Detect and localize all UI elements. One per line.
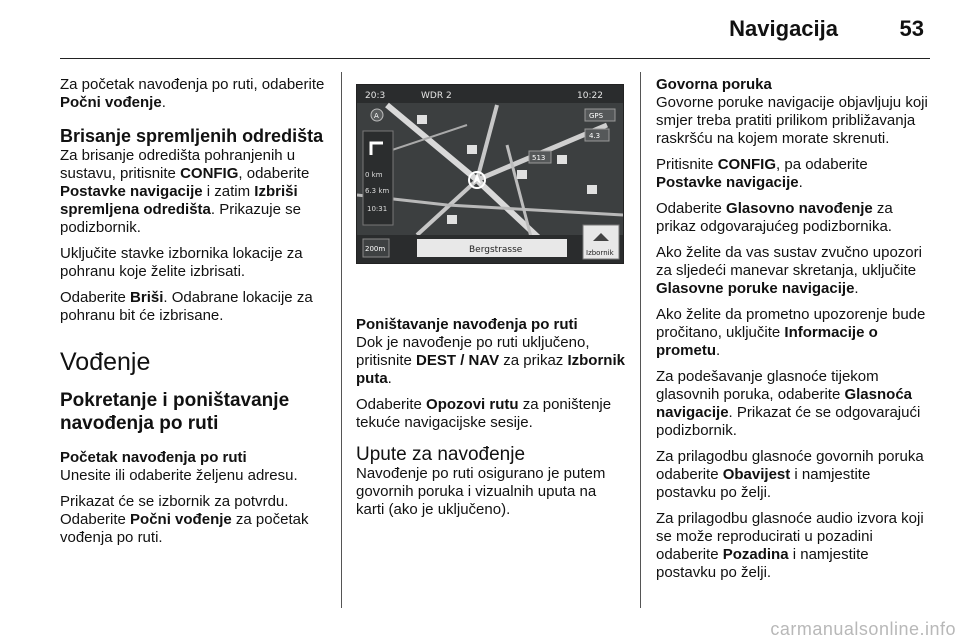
watermark: carmanualsonline.info	[770, 619, 956, 639]
page-header	[60, 0, 930, 59]
map-time-left: 20:3	[365, 91, 386, 101]
map-illustration	[357, 85, 623, 263]
svg-text:A: A	[374, 112, 379, 120]
heading-brisanje: Brisanje spremljenih odredišta	[60, 126, 324, 146]
heading-govorna: Govorna poruka	[656, 76, 772, 93]
paragraph: Unesite ili odaberite željenu adresu.	[60, 467, 298, 484]
section-title: Navigacija	[729, 16, 838, 41]
svg-text:GPS: GPS	[589, 112, 604, 120]
paragraph: Za brisanje odredišta pohranjenih u sustavu, pritisnite CONFIG, odaberite Postavke navigacije i zatim Izbriši spremljena odredišta. Prikazuje se podizbornik.	[60, 147, 310, 236]
paragraph: Odaberite Opozovi rutu za poništenje tekuće navigacijske sesije.	[356, 396, 612, 431]
heading-ponistavanje: Poništavanje navođenja po ruti	[356, 316, 578, 333]
paragraph: Za prilagodbu glasnoće audio izvora koji se može reproducirati u pozadini odaberite Pozadina i namjestite postavku po želji.	[656, 510, 924, 581]
paragraph: Za prilagodbu glasnoće govornih poruka odaberite Obavijest i namjestite postavku po želji.	[656, 448, 924, 501]
map-marker-513: 513	[532, 154, 546, 162]
intro-paragraph: Za početak navođenja po ruti, odaberite Počni vođenje.	[60, 76, 325, 111]
column-left	[60, 76, 332, 555]
column-middle	[356, 76, 626, 527]
paragraph: Dok je navođenje po ruti uključeno, pritisnite DEST / NAV za prikaz Izbornik puta.	[356, 334, 625, 387]
paragraph: Odaberite Glasovno navođenje za prikaz odgovarajućeg podizbornika.	[656, 200, 893, 235]
map-menu-label: Izbornik	[586, 249, 614, 257]
map-time-right: 10:22	[577, 91, 603, 101]
page-number: 53	[899, 16, 924, 41]
heading-pokretanje: Pokretanje i poništavanje navođenja po ruti	[60, 390, 290, 434]
paragraph: Odaberite Briši. Odabrane lokacije za pohranu bit će izbrisane.	[60, 289, 313, 324]
paragraph: Ako želite da prometno upozorenje bude pročitano, uključite Informacije o prometu.	[656, 306, 926, 359]
navigation-map-screenshot	[356, 84, 624, 264]
column-right	[656, 76, 928, 590]
paragraph: Pritisnite CONFIG, pa odaberite Postavke navigacije.	[656, 156, 868, 191]
map-scale: 200m	[365, 245, 386, 253]
heading-pocetak: Početak navođenja po ruti	[60, 449, 247, 466]
column-divider	[640, 72, 641, 608]
map-eta: 10:31	[367, 205, 388, 213]
paragraph: Ako želite da vas sustav zvučno upozori za sljedeći manevar skretanja, uključite Glasovne poruke navigacije.	[656, 244, 922, 297]
paragraph: Govorne poruke navigacije objavljuju koji smjer treba pratiti prilikom približavanja raskršću na kojem morate skrenuti.	[656, 94, 928, 147]
paragraph: Navođenje po ruti osigurano je putem govornih poruka i vizualnih uputa na karti (ako je uključeno).	[356, 465, 606, 518]
map-distance: 6.3 km	[365, 187, 390, 195]
map-distance-zero: 0 km	[365, 171, 383, 179]
heading-vodenje: Vođenje	[60, 348, 151, 376]
paragraph: Prikazat će se izbornik za potvrdu. Odaberite Počni vođenje za početak vođenja po ruti.	[60, 493, 309, 546]
map-road-top: WDR 2	[421, 91, 452, 101]
map-marker-43: 4.3	[589, 132, 601, 140]
paragraph: Za podešavanje glasnoće tijekom glasovnih poruka, odaberite Glasnoća navigacije. Prikazat će se odgovarajući podizbornik.	[656, 368, 921, 439]
map-street-name: Bergstrasse	[469, 245, 523, 255]
column-divider	[341, 72, 342, 608]
paragraph: Uključite stavke izbornika lokacije za pohranu koje želite izbrisati.	[60, 245, 303, 280]
heading-upute: Upute za navođenje	[356, 444, 526, 465]
